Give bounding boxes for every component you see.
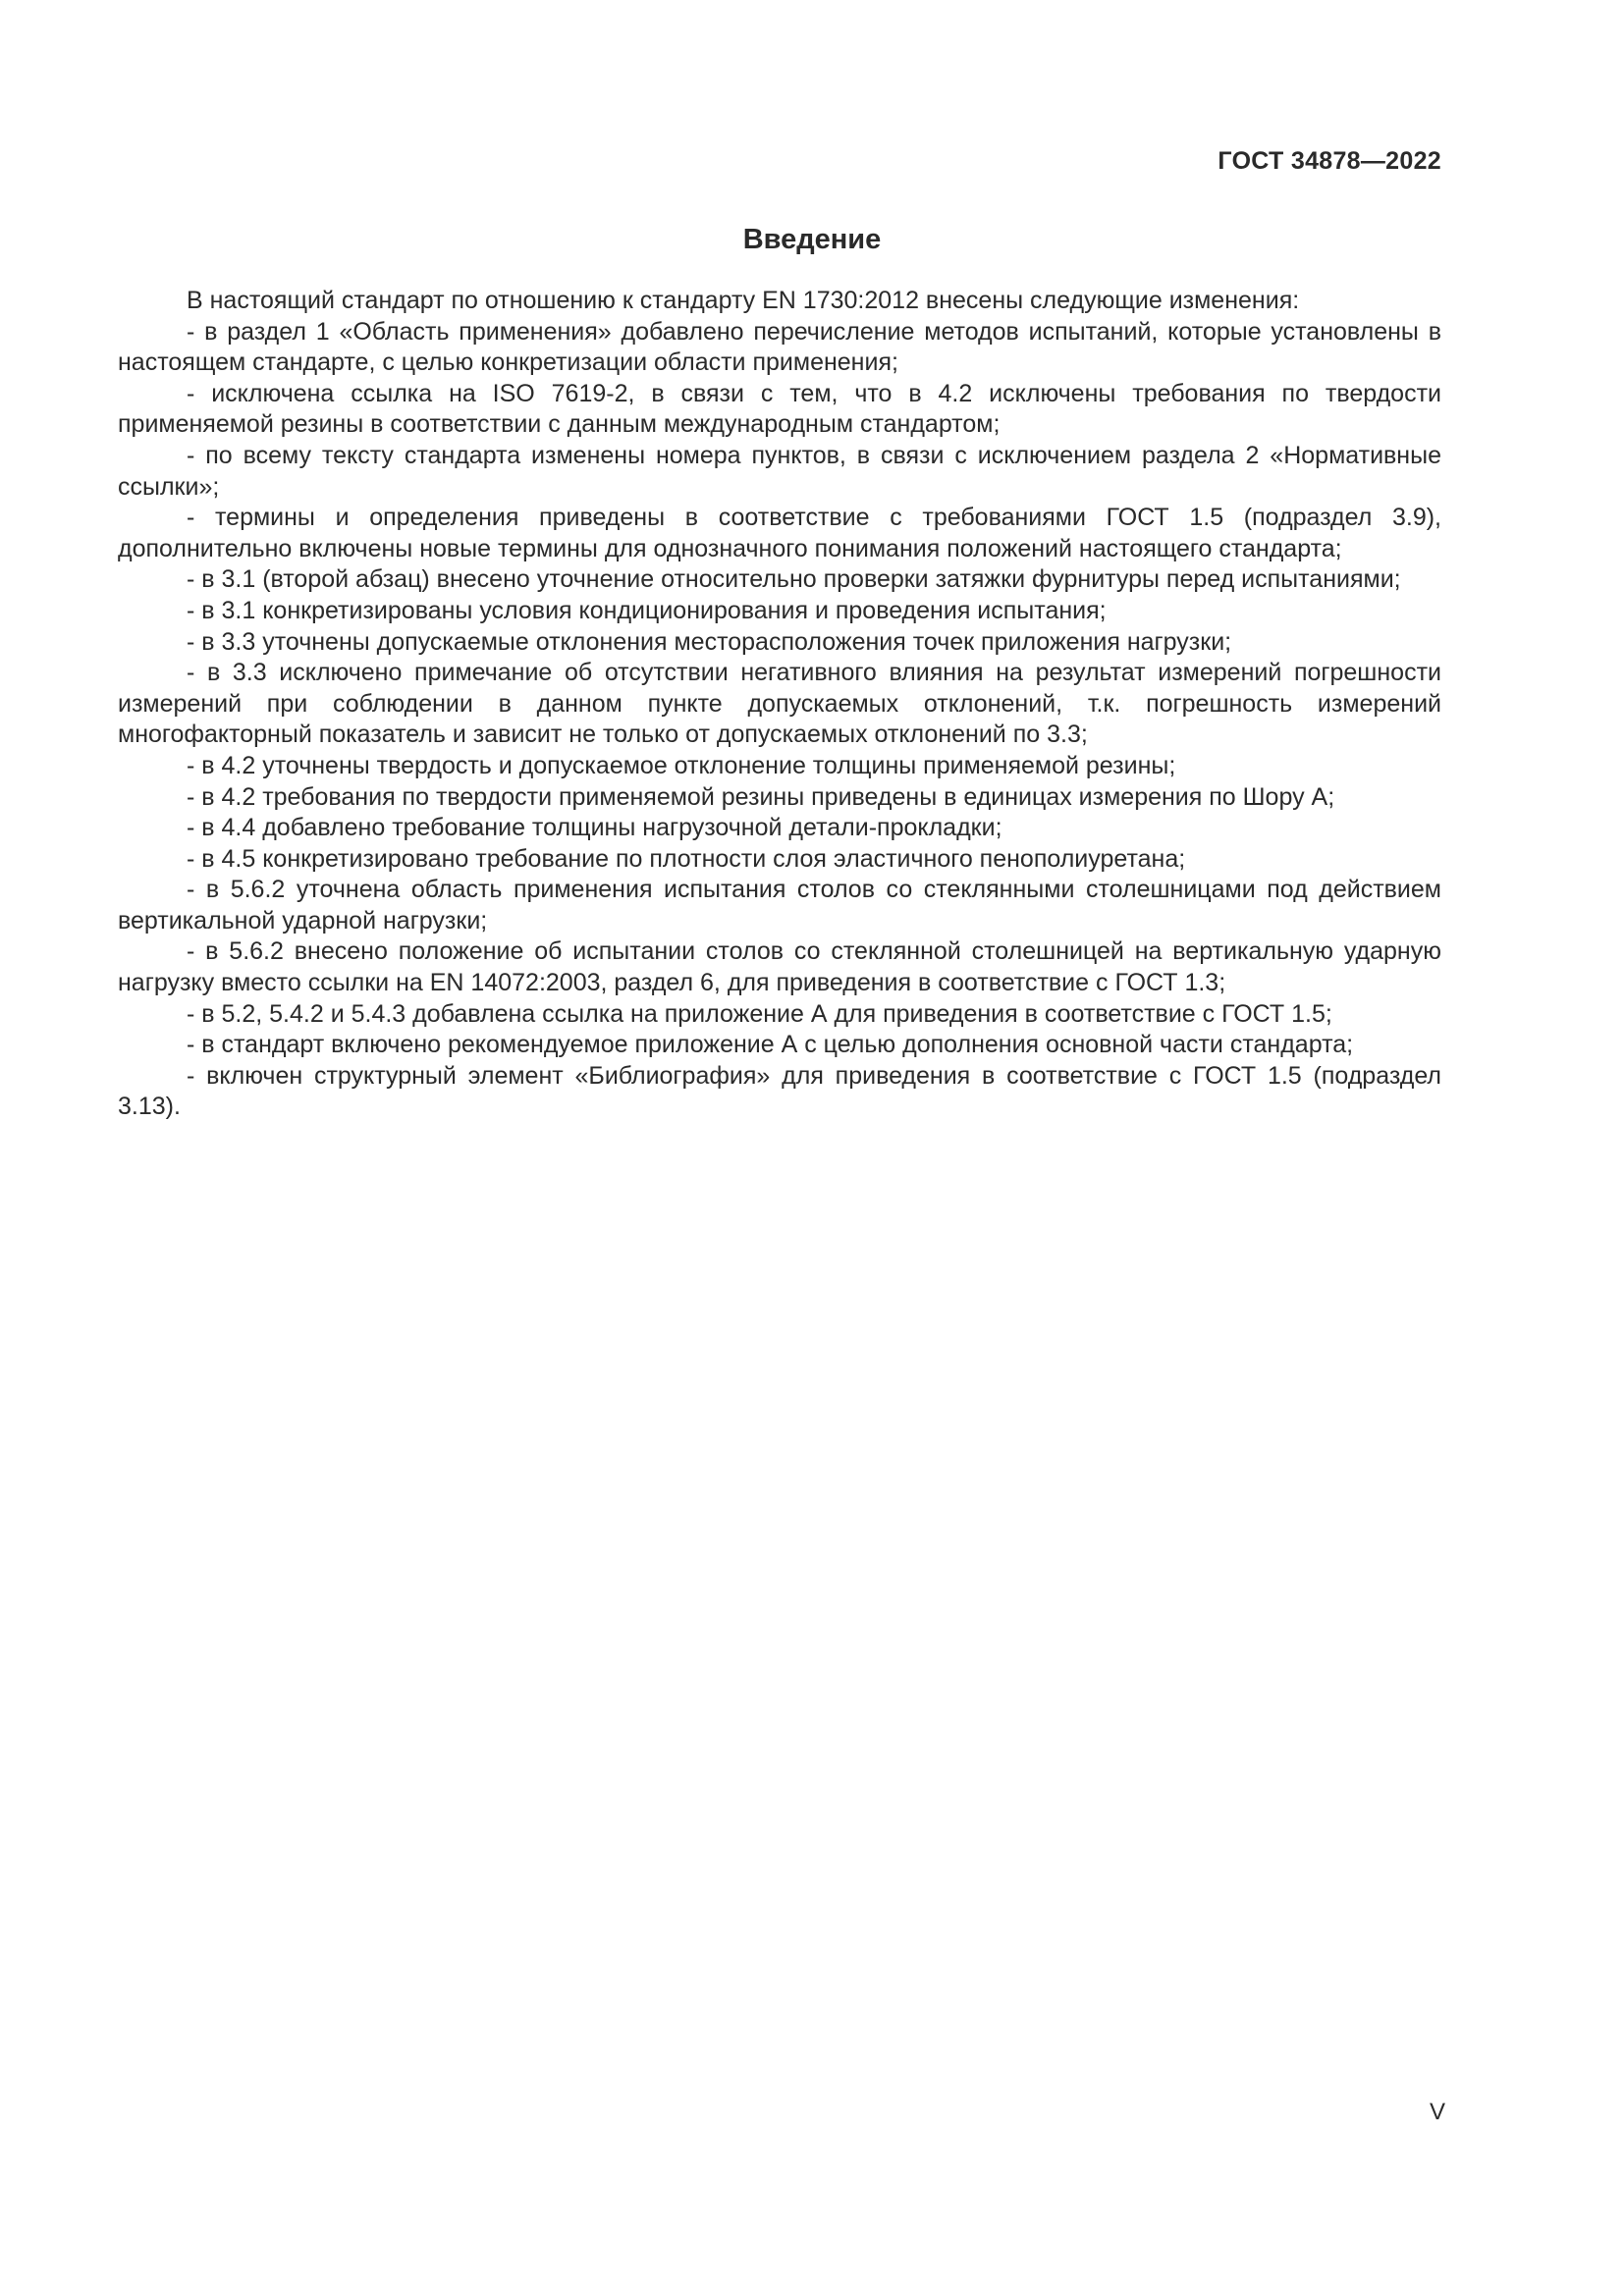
change-item-7: - в 3.3 уточнены допускаемые отклонения месторасположения точек приложения нагрузки; — [187, 627, 1232, 656]
change-item-5: - в 3.1 (второй абзац) внесено уточнение относительно проверки затяжки фурнитуры перед испытаниями; — [187, 565, 1401, 594]
page-title: Введение — [742, 224, 882, 255]
change-item-17: - включен структурный элемент «Библиография» для приведения в соответствие с ГОСТ 1.5 (подраздел 3.13). — [118, 1061, 1441, 1121]
change-item-14: - в 5.6.2 внесено положение об испытании столов со стеклянной столешницей на вертикальную ударную нагрузку вместо ссылки на EN 14072:2003, раздел 6, для приведения в соответствие с ГОСТ 1.3; — [118, 937, 1441, 997]
intro-paragraph: В настоящий стандарт по отношению к стандарту EN 1730:2012 внесены следующие изменения: — [187, 287, 1300, 314]
change-item-8: - в 3.3 исключено примечание об отсутствии негативного влияния на результат измерений погрешности измерений при соблюдении в данном пункте допускаемых отклонений, т.к. погрешность измерений многофакторный показатель и зависит не только от допускаемых отклонений по 3.3; — [118, 659, 1441, 749]
change-item-11: - в 4.4 добавлено требование толщины нагрузочной детали-прокладки; — [187, 814, 1002, 842]
change-item-15: - в 5.2, 5.4.2 и 5.4.3 добавлена ссылка на приложение А для приведения в соответствие с ГОСТ 1.5; — [187, 999, 1332, 1028]
introduction-body — [118, 286, 1441, 1123]
change-item-9: - в 4.2 уточнены твердость и допускаемое отклонение толщины применяемой резины; — [187, 751, 1176, 779]
change-item-13: - в 5.6.2 уточнена область применения испытания столов со стеклянными столешницами под действием вертикальной ударной нагрузки; — [118, 876, 1441, 934]
change-item-6: - в 3.1 конкретизированы условия кондиционирования и проведения испытания; — [187, 596, 1107, 624]
change-item-3: - по всему тексту стандарта изменены номера пунктов, в связи с исключением раздела 2 «Нормативные ссылки»; — [118, 441, 1441, 501]
change-item-1: - в раздел 1 «Область применения» добавлено перечисление методов испытаний, которые установлены в настоящем стандарте, с целью конкретизации области применения; — [118, 317, 1441, 377]
change-item-16: - в стандарт включено рекомендуемое приложение А с целью дополнения основной части стандарта; — [187, 1031, 1354, 1059]
change-item-2: - исключена ссылка на ISO 7619-2, в связи с тем, что в 4.2 исключены требования по твердости применяемой резины в соответствии с данным международным стандартом; — [118, 379, 1441, 439]
document-code: ГОСТ 34878—2022 — [1218, 147, 1441, 175]
change-item-10: - в 4.2 требования по твердости применяемой резины приведены в единицах измерения по Шору А; — [187, 782, 1335, 811]
change-item-4: - термины и определения приведены в соответствие с требованиями ГОСТ 1.5 (подраздел 3.9), дополнительно включены новые термины для однозначного понимания положений настоящего стандарта; — [118, 504, 1441, 562]
page-number: V — [1429, 2099, 1445, 2125]
change-item-12: - в 4.5 конкретизировано требование по плотности слоя эластичного пенополиуретана; — [187, 844, 1186, 873]
